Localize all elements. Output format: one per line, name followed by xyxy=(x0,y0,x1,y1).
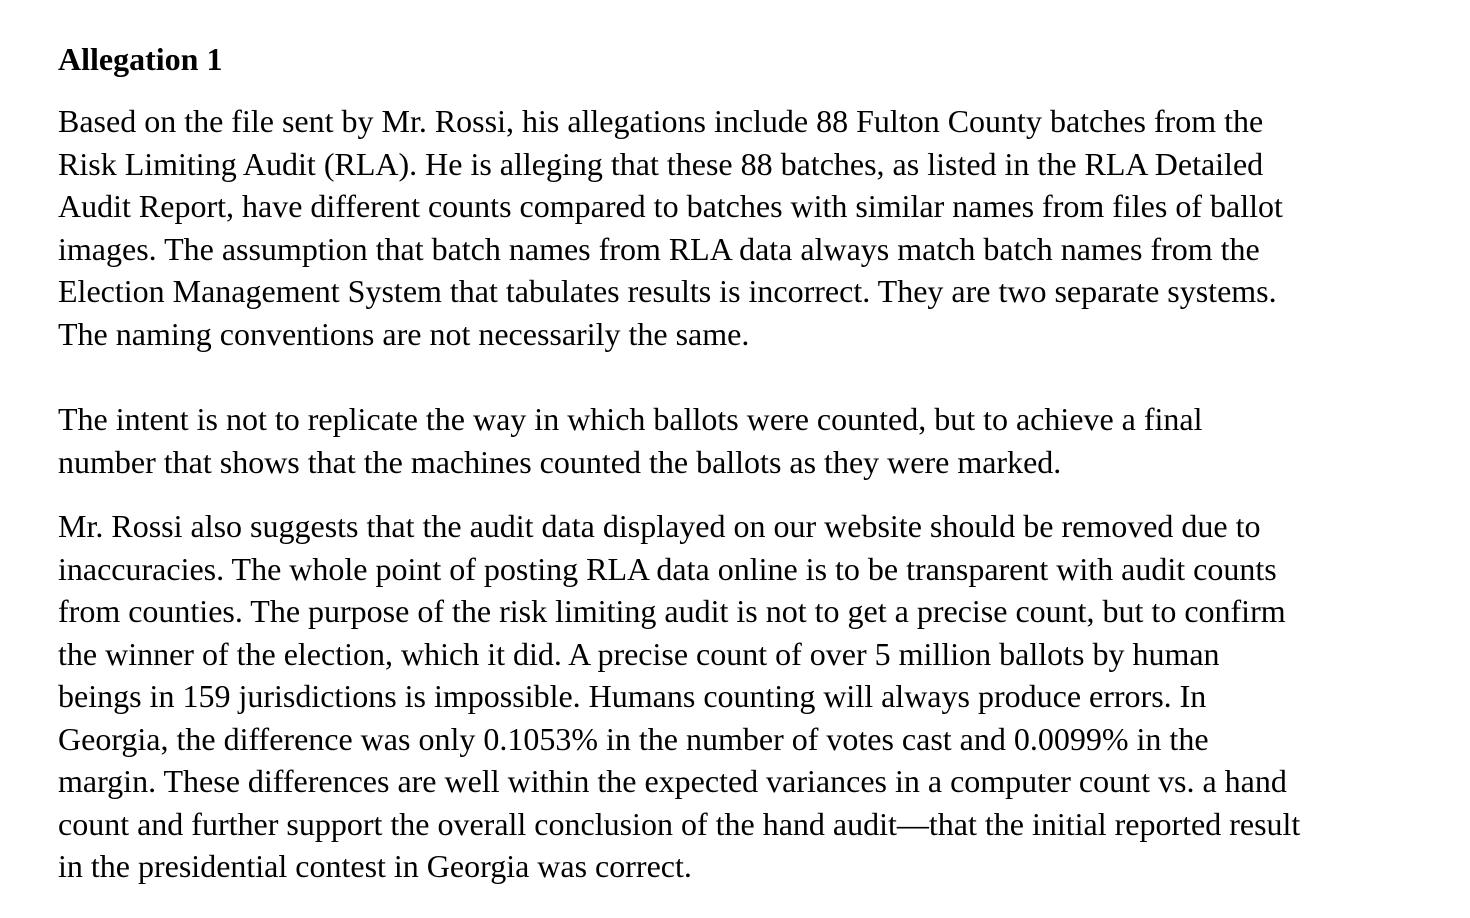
paragraph-intent xyxy=(58,398,1403,483)
paragraph-spacer xyxy=(58,355,1403,398)
text-line: Georgia, the difference was only 0.1053% in the number of votes cast and 0.0099% in the xyxy=(58,720,1209,757)
text-line: from counties. The purpose of the risk limiting audit is not to get a precise count, but to confirm xyxy=(58,593,1286,629)
text-line: the winner of the election, which it did. A precise count of over 5 million ballots by human xyxy=(58,635,1220,672)
text-line: Audit Report, have different counts compared to batches with similar names from files of ballot xyxy=(58,188,1283,224)
paragraph-audit-data xyxy=(58,505,1403,888)
text-line: Based on the file sent by Mr. Rossi, his allegations include 88 Fulton County batches from the xyxy=(58,103,1264,139)
paragraph-batch-allegation xyxy=(58,100,1403,355)
text-line: inaccuracies. The whole point of posting RLA data online is to be transparent with audit counts xyxy=(58,550,1277,587)
section-heading: Allegation 1 xyxy=(58,41,223,77)
document-page xyxy=(58,38,1403,888)
text-line: number that shows that the machines counted the ballots as they were marked. xyxy=(58,443,1062,480)
text-line: Risk Limiting Audit (RLA). He is alleging that these 88 batches, as listed in the RLA Detailed xyxy=(58,145,1264,182)
text-line: Election Management System that tabulates results is incorrect. They are two separate systems. xyxy=(58,273,1277,309)
text-line: in the presidential contest in Georgia was correct. xyxy=(58,848,692,884)
text-line: margin. These differences are well within the expected variances in a computer count vs. a hand xyxy=(58,763,1287,799)
text-line: The intent is not to replicate the way in which ballots were counted, but to achieve a final xyxy=(58,401,1203,437)
text-line: count and further support the overall conclusion of the hand audit—that the initial reported result xyxy=(58,805,1301,842)
text-line: images. The assumption that batch names from RLA data always match batch names from the xyxy=(58,230,1260,267)
text-line: The naming conventions are not necessarily the same. xyxy=(58,315,750,352)
text-line: beings in 159 jurisdictions is impossible. Humans counting will always produce errors. In xyxy=(58,678,1207,714)
text-line: Mr. Rossi also suggests that the audit data displayed on our website should be removed due to xyxy=(58,508,1261,544)
paragraph-spacer xyxy=(58,483,1403,505)
